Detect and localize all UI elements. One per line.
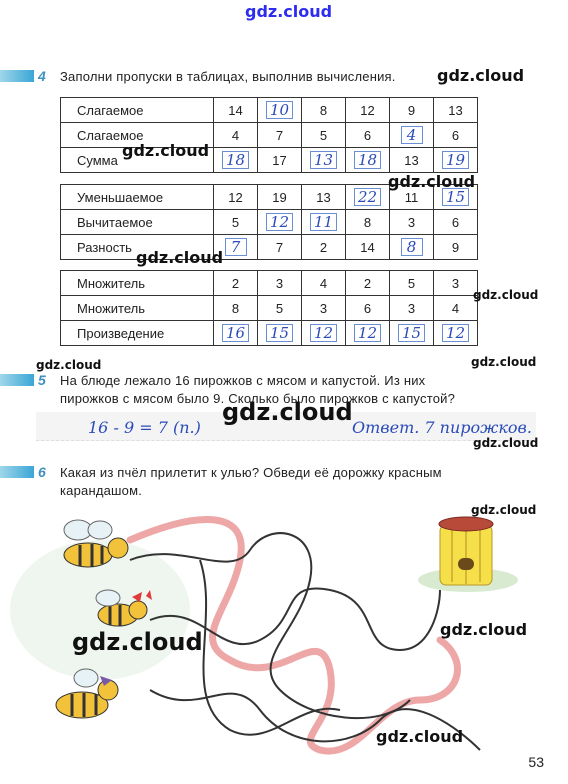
row-label: Множитель (61, 296, 214, 321)
watermark-top: gdz.cloud (245, 2, 333, 21)
handwritten-answer: 16 (222, 324, 249, 342)
row-label: Множитель (61, 271, 214, 296)
table-cell-filled (346, 321, 390, 346)
task5-number: 5 (38, 372, 46, 388)
table-multiplication (60, 270, 478, 346)
table-cell: 13 (434, 98, 478, 123)
table-cell-filled (214, 321, 258, 346)
table-cell: 8 (214, 296, 258, 321)
table-cell-filled (302, 210, 346, 235)
watermark: gdz.cloud (473, 436, 539, 450)
table-cell: 6 (346, 123, 390, 148)
table-cell: 3 (390, 210, 434, 235)
task6-number: 6 (38, 464, 46, 480)
handwritten-answer: 18 (222, 151, 249, 169)
watermark: gdz.cloud (471, 355, 537, 369)
table-cell: 8 (302, 98, 346, 123)
handwritten-answer: 4 (401, 126, 423, 144)
page-number: 53 (528, 754, 544, 770)
table-row (61, 271, 478, 296)
handwritten-answer: 15 (266, 324, 293, 342)
row-label: Произведение (61, 321, 214, 346)
table-cell: 8 (346, 210, 390, 235)
handwritten-answer: 13 (310, 151, 337, 169)
table-cell-filled (434, 321, 478, 346)
table-cell: 6 (346, 296, 390, 321)
table-cell: 13 (390, 148, 434, 173)
watermark: gdz.cloud (122, 141, 210, 160)
table-cell: 14 (346, 235, 390, 260)
answer-text: Ответ. 7 пирожков. (352, 418, 532, 437)
row-label: Разность (61, 235, 214, 260)
task6-line2: карандашом. (60, 483, 143, 498)
task6-marker (0, 466, 34, 478)
handwritten-answer: 10 (266, 101, 293, 119)
table-cell-filled (214, 148, 258, 173)
table-cell: 4 (214, 123, 258, 148)
task5-line2: пирожков с мясом было 9. Сколько было пирожков с капустой? (60, 391, 456, 406)
table-cell: 4 (302, 271, 346, 296)
watermark: gdz.cloud (222, 398, 353, 426)
table-cell: 6 (434, 210, 478, 235)
table-cell-filled (390, 123, 434, 148)
table-cell: 9 (434, 235, 478, 260)
table-cell-filled (346, 148, 390, 173)
row-label: Уменьшаемое (61, 185, 214, 210)
table-cell: 3 (390, 296, 434, 321)
handwritten-answer: 12 (266, 213, 293, 231)
watermark: gdz.cloud (388, 172, 476, 191)
table-cell-filled (302, 148, 346, 173)
table-row (61, 321, 478, 346)
task6-line1: Какая из пчёл прилетит к улью? Обведи её дорожку красным (60, 465, 442, 480)
table-cell: 4 (434, 296, 478, 321)
table-cell-filled (258, 98, 302, 123)
table-cell: 17 (258, 148, 302, 173)
table-cell: 2 (346, 271, 390, 296)
task4-number: 4 (38, 68, 46, 84)
watermark: gdz.cloud (36, 358, 102, 372)
table-cell-filled (390, 235, 434, 260)
handwritten-answer: 12 (442, 324, 469, 342)
table-cell: 3 (302, 296, 346, 321)
handwritten-answer: 22 (354, 188, 381, 206)
table-cell-filled (302, 321, 346, 346)
table-addition (60, 97, 478, 173)
watermark: gdz.cloud (437, 66, 525, 85)
solution-text: 16 - 9 = 7 (п.) (88, 418, 201, 437)
table-cell-filled (434, 148, 478, 173)
watermark: gdz.cloud (473, 288, 539, 302)
table-cell-filled (258, 210, 302, 235)
table-cell-filled (390, 321, 434, 346)
table-cell: 5 (390, 271, 434, 296)
table-cell: 5 (302, 123, 346, 148)
row-label: Слагаемое (61, 98, 214, 123)
handwritten-answer: 11 (310, 213, 337, 231)
table-row (61, 210, 478, 235)
task4-marker (0, 70, 34, 82)
row-label: Сумма (61, 148, 214, 173)
table-subtraction (60, 184, 478, 260)
task4-text: Заполни пропуски в таблицах, выполнив вычисления. (60, 69, 396, 84)
table-cell: 7 (258, 123, 302, 148)
handwritten-answer: 15 (398, 324, 425, 342)
table-cell: 13 (302, 185, 346, 210)
table-cell: 2 (302, 235, 346, 260)
row-label: Вычитаемое (61, 210, 214, 235)
table-cell: 5 (214, 210, 258, 235)
beehive-icon (418, 517, 518, 592)
watermark: gdz.cloud (471, 503, 537, 517)
handwritten-answer: 8 (401, 238, 423, 256)
table-cell: 11 (390, 185, 434, 210)
table-cell-filled (258, 321, 302, 346)
table-row (61, 296, 478, 321)
handwritten-answer: 19 (442, 151, 469, 169)
handwritten-answer: 7 (225, 238, 247, 256)
task5-line1: На блюде лежало 16 пирожков с мясом и капустой. Из них (60, 373, 426, 388)
handwritten-answer: 15 (442, 188, 469, 206)
watermark: gdz.cloud (376, 727, 464, 746)
watermark: gdz.cloud (72, 628, 203, 656)
table-cell: 3 (434, 271, 478, 296)
table-cell: 5 (258, 296, 302, 321)
watermark: gdz.cloud (136, 248, 224, 267)
table-cell: 12 (346, 98, 390, 123)
table-row (61, 98, 478, 123)
table-cell: 6 (434, 123, 478, 148)
watermark: gdz.cloud (440, 620, 528, 639)
table-cell: 7 (258, 235, 302, 260)
maze-path-4 (200, 560, 340, 735)
table-row (61, 235, 478, 260)
table-cell: 2 (214, 271, 258, 296)
table-cell: 3 (258, 271, 302, 296)
table-cell: 14 (214, 98, 258, 123)
table-cell: 19 (258, 185, 302, 210)
table-cell: 9 (390, 98, 434, 123)
handwritten-answer: 12 (310, 324, 337, 342)
handwritten-answer: 12 (354, 324, 381, 342)
task5-marker (0, 374, 34, 386)
handwritten-answer: 18 (354, 151, 381, 169)
table-cell: 12 (214, 185, 258, 210)
row-label: Слагаемое (61, 123, 214, 148)
table-cell-filled (346, 185, 390, 210)
